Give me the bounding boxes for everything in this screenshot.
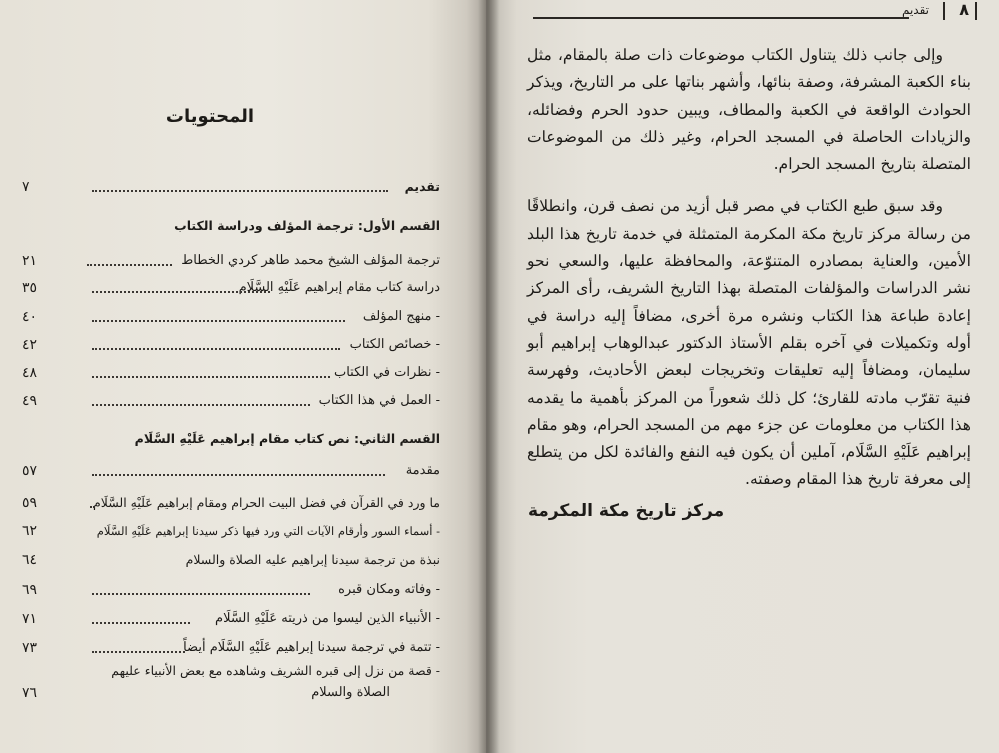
toc-leader-dots xyxy=(92,348,340,350)
toc-entry-surah-names[interactable] xyxy=(22,516,440,540)
toc-entry-death-and-grave[interactable] xyxy=(22,575,440,599)
toc-entry-label: - أسماء السور وأرقام الآيات التي ورد فيها ذكر سيدنا إبراهيم عَلَيْهِ السَّلَام xyxy=(96,524,440,538)
toc-entry-prophets-not-descendants[interactable] xyxy=(22,604,440,628)
toc-entry-page: ٥٩ xyxy=(22,495,38,511)
toc-entry-label: - خصائص الكتاب xyxy=(349,337,440,352)
toc-leader-dots xyxy=(92,474,385,476)
toc-entry-label: تقديم xyxy=(404,179,440,194)
toc-entry-book-features[interactable] xyxy=(22,330,440,354)
toc-entry-page: ٤٢ xyxy=(22,337,38,353)
toc-entry-preface[interactable] xyxy=(22,456,440,480)
toc-entry-biography-supplement[interactable] xyxy=(22,633,440,657)
toc-entry-label: - نظرات في الكتاب xyxy=(333,365,440,380)
contents-page xyxy=(0,0,486,753)
toc-section-label: القسم الثاني: نص كتاب مقام إبراهيم عَلَيْهِ السَّلَام xyxy=(134,431,440,446)
toc-entry-label: - تتمة في ترجمة سيدنا إبراهيم عَلَيْهِ السَّلَام أيضاً xyxy=(183,640,440,655)
toc-entry-page: ٥٧ xyxy=(22,463,38,479)
toc-entry-page: ٧٦ xyxy=(22,685,38,701)
toc-leader-dots xyxy=(92,376,330,378)
toc-entry-page: ٦٢ xyxy=(22,523,38,539)
toc-section-part-two[interactable] xyxy=(22,424,440,448)
toc-entry-label: - الأنبياء الذين ليسوا من ذريته عَلَيْهِ السَّلَام xyxy=(215,611,440,626)
toc-section-part-one[interactable] xyxy=(22,211,440,235)
toc-leader-dots xyxy=(92,593,310,595)
toc-entry-label: مقدمة xyxy=(405,463,440,478)
toc-entry-biography-excerpt[interactable] xyxy=(22,545,440,569)
toc-entry-label-line1: - قصة من نزل إلى قبره الشريف وشاهده مع بعض الأنبياء عليهم xyxy=(111,663,440,678)
toc-entry-label-line2: الصلاة والسلام xyxy=(311,685,390,700)
toc-entry-introduction[interactable] xyxy=(22,172,440,196)
toc-entry-label: - وفاته ومكان قبره xyxy=(338,582,440,597)
toc-entry-page: ٤٩ xyxy=(22,393,38,409)
introduction-body xyxy=(527,42,971,494)
toc-entry-quran-virtues[interactable] xyxy=(22,488,440,512)
toc-entry-author-method[interactable] xyxy=(22,302,440,326)
toc-leader-dots xyxy=(92,651,185,653)
toc-entry-label: ترجمة المؤلف الشيخ محمد طاهر كردي الخطاط xyxy=(181,253,440,268)
paragraph: وقد سبق طبع الكتاب في مصر قبل أزيد من نصف قرن، وانطلاقًا من رسالة مركز تاريخ مكة المكرمة المتمثلة في خدمة تاريخ هذا البلد الأمين، والعناية بمصادره المتنوّعة، والمحافظة عليها، والسعي نحو نشر الدراسات والمؤلفات المتصلة بهذا التاريخ الشريف، رأى المركز إعادة طباعة هذا الكتاب ونشره مرة أخرى، مضافاً إليه دراسة في أوله وتكميلات في آخره بقلم الأستاذ الدكتور عبدالوهاب إبراهيم أبو سليمان، ومضافاً إليه تعليقات وتخريجات لبعض الأحاديث، وفهرسة فنية تقرّب مادته للقارئ؛ كل ذلك شعوراً من المركز بأهمية ما يقدمه هذا الكتاب من معلومات عن جزء مهم من المسجد الحرام، وهو مقام إبراهيم عَلَيْهِ السَّلَام، آملين أن يكون فيه النفع والفائدة لكل من يتطلع إلى معرفة تاريخ هذا المقام وصفته. xyxy=(527,197,971,489)
toc-leader-dots xyxy=(92,622,190,624)
toc-entry-page: ٧١ xyxy=(22,611,38,627)
header-title: تقديم xyxy=(901,3,929,17)
toc-entry-page: ٦٤ xyxy=(22,552,38,568)
toc-leader-dots xyxy=(92,291,270,293)
toc-entry-page: ٧ xyxy=(22,179,30,195)
toc-leader-dots xyxy=(87,264,172,266)
running-header xyxy=(533,0,993,26)
header-page-number: ٨ xyxy=(959,0,969,19)
signature: مركز تاريخ مكة المكرمة xyxy=(528,501,725,521)
table-of-contents xyxy=(0,0,486,753)
toc-leader-dots xyxy=(92,404,310,406)
toc-entry-work-in-book[interactable] xyxy=(22,386,440,410)
header-rule xyxy=(533,17,909,19)
toc-entry-label: - العمل في هذا الكتاب xyxy=(318,393,440,408)
header-divider xyxy=(943,2,945,20)
paragraph: وإلى جانب ذلك يتناول الكتاب موضوعات ذات صلة بالمقام، مثل بناء الكعبة المشرفة، وصفة بنائها، وأشهر بناتها على مر التاريخ، ويذكر الحوادث الواقعة في الكعبة والمطاف، ويبين حدود الحرم وفضائله، والزيادات الحاصلة في المسجد الحرام، وغير ذلك من الموضوعات المتصلة بتاريخ المسجد الحرام. xyxy=(527,46,971,174)
toc-section-label: القسم الأول: ترجمة المؤلف ودراسة الكتاب xyxy=(174,218,440,233)
toc-entry-grave-visit-story[interactable] xyxy=(22,662,440,706)
header-divider xyxy=(975,2,977,20)
toc-entry-page: ٦٩ xyxy=(22,582,38,598)
toc-leader-dots xyxy=(92,320,345,322)
toc-entry-page: ٧٣ xyxy=(22,640,38,656)
toc-entry-page: ٣٥ xyxy=(22,280,38,296)
toc-leader-dots xyxy=(90,506,95,508)
toc-entry-author-biography[interactable] xyxy=(22,246,440,270)
toc-leader-dots xyxy=(92,190,388,192)
toc-entry-page: ٢١ xyxy=(22,253,38,269)
toc-entry-book-study[interactable] xyxy=(22,273,440,297)
toc-entry-label: نبذة من ترجمة سيدنا إبراهيم عليه الصلاة والسلام xyxy=(185,552,440,567)
toc-entry-label: دراسة كتاب مقام إبراهيم عَلَيْهِ السَّلَام xyxy=(238,280,440,295)
toc-entry-book-reviews[interactable] xyxy=(22,358,440,382)
contents-title: المحتويات xyxy=(165,106,255,127)
toc-entry-label: - منهج المؤلف xyxy=(362,309,440,324)
toc-entry-page: ٤٠ xyxy=(22,309,38,325)
toc-entry-page: ٤٨ xyxy=(22,365,38,381)
toc-entry-label: ما ورد في القرآن في فضل البيت الحرام ومقام إبراهيم عَلَيْهِ السَّلَام xyxy=(93,495,440,510)
